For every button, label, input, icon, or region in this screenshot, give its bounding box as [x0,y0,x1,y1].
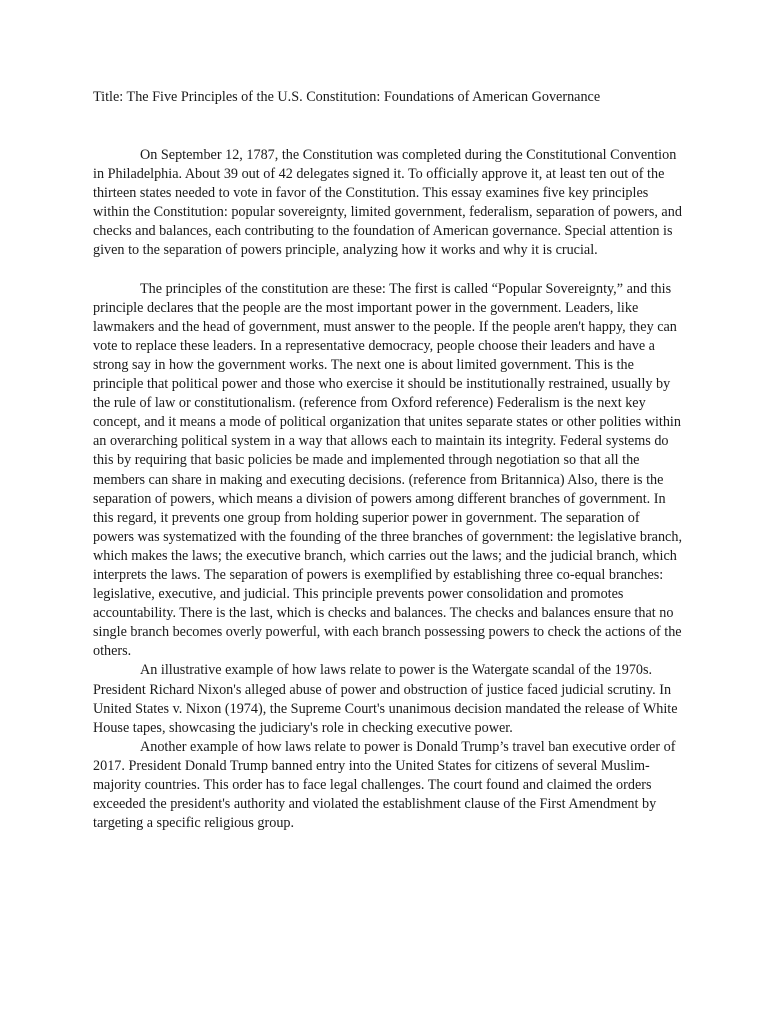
paragraph-spacer [93,261,683,280]
document-body [93,146,683,833]
paragraph-principles: The principles of the constitution are these: The first is called “Popular Sovereignty,” and this principle declares that the people are the most important power in the government. Leaders, like lawmakers and the head of government, must answer to the people. If the people aren't happy, they can vote to replace these leaders. In a representative democracy, people choose their leaders and have a strong say in how the government works. The next one is about limited government. This is the principle that political power and those who exercise it should be institutionally restrained, usually by the rule of law or constitutionalism. (reference from Oxford reference) Federalism is the next key concept, and it means a mode of political organization that unites separate states or other polities within an overarching political system in a way that allows each to maintain its integrity. Federal systems do this by requiring that basic policies be made and implemented through negotiation so that all the members can share in making and executing decisions. (reference from Britannica) Also, there is the separation of powers, which means a division of powers among different branches of government. In this regard, it prevents one group from holding superior power in government. The separation of powers was systematized with the founding of the three branches of government: the legislative branch, which makes the laws; the executive branch, which carries out the laws; and the judicial branch, which interprets the laws. The separation of powers is exemplified by establishing three co-equal branches: legislative, executive, and judicial. This principle prevents power consolidation and promotes accountability. There is the last, which is checks and balances. The checks and balances ensure that no single branch becomes overly powerful, with each branch possessing powers to check the actions of the others. [93,280,682,660]
paragraph-travel-ban-example: Another example of how laws relate to power is Donald Trump’s travel ban executive order of 2017. President Donald Trump banned entry into the United States for citizens of several Muslim-majority countries. This order has to face legal challenges. The court found and claimed the orders exceeded the president's authority and violated the establishment clause of the First Amendment by targeting a specific religious group. [93,738,676,832]
paragraph-introduction: On September 12, 1787, the Constitution was completed during the Constitutional Convention in Philadelphia. About 39 out of 42 delegates signed it. To officially approve it, at least ten out of the thirteen states needed to vote in favor of the Constitution. This essay examines five key principles within the Constitution: popular sovereignty, limited government, federalism, separation of powers, and checks and balances, each contributing to the foundation of American governance. Special attention is given to the separation of powers principle, analyzing how it works and why it is crucial. [93,147,682,259]
document-title: Title: The Five Principles of the U.S. Constitution: Foundations of American Governance [93,89,601,105]
paragraph-watergate-example: An illustrative example of how laws relate to power is the Watergate scandal of the 1970s. President Richard Nixon's alleged abuse of power and obstruction of justice faced judicial scrutiny. In United States v. Nixon (1974), the Supreme Court's unanimous decision mandated the release of White House tapes, showcasing the judiciary's role in checking executive power. [93,662,678,736]
